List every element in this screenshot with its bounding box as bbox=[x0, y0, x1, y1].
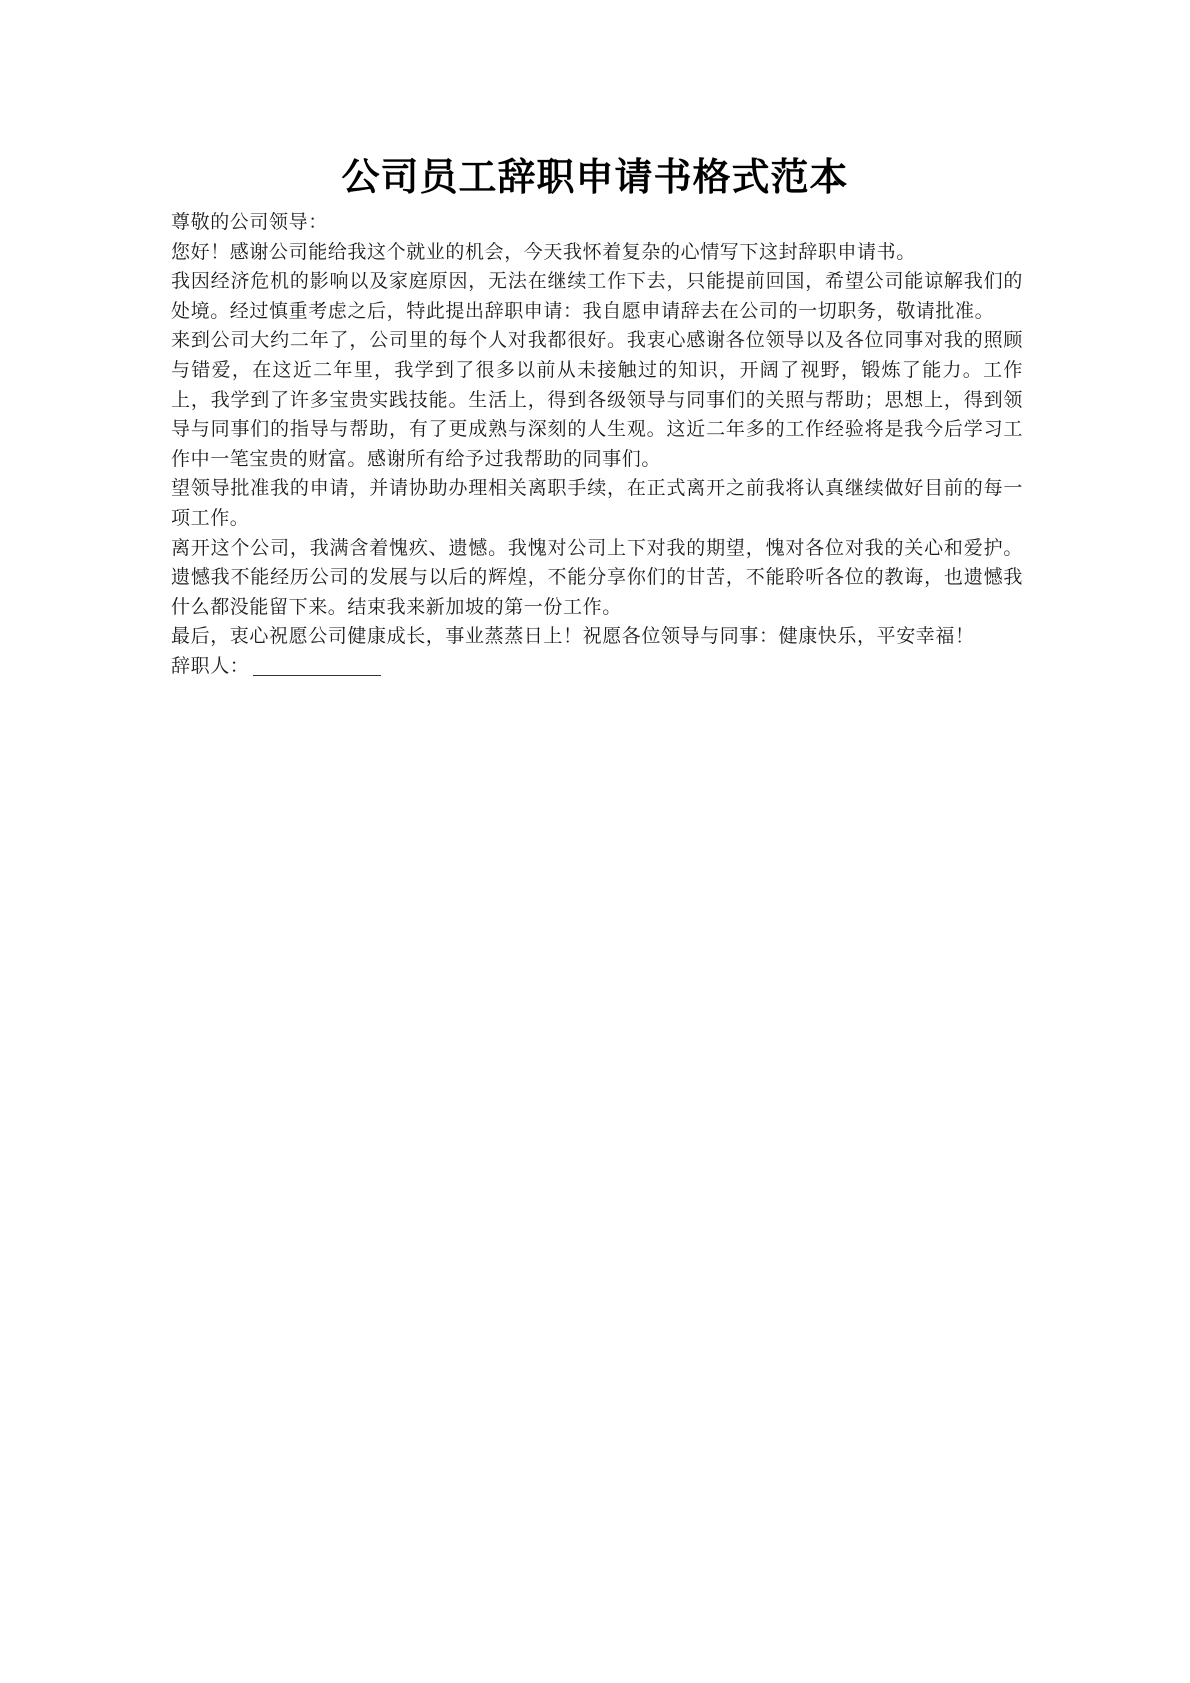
salutation: 尊敬的公司领导： bbox=[171, 211, 328, 233]
signature-row bbox=[171, 652, 1023, 682]
paragraph-closing: 最后，衷心祝愿公司健康成长，事业蒸蒸日上！祝愿各位领导与同事：健康快乐，平安幸福！ bbox=[171, 625, 975, 648]
document-title: 公司员工辞职申请书格式范本 bbox=[341, 155, 849, 199]
paragraph-greeting: 您好！感谢公司能给我这个就业的机会，今天我怀着复杂的心情写下这封辞职申请书。 bbox=[171, 240, 916, 263]
paragraph-regret: 离开这个公司，我满含着愧疚、遗憾。我愧对公司上下对我的期望，愧对各位对我的关心和爱护。遗憾我不能经历公司的发展与以后的辉煌，不能分享你们的甘苦，不能聆听各位的教诲，也遗憾我什么都没能留下来。结束我来新加坡的第一份工作。 bbox=[171, 536, 1023, 618]
paragraph-gratitude: 来到公司大约二年了，公司里的每个人对我都很好。我衷心感谢各位领导以及各位同事对我的照顾与错爱，在这近二年里，我学到了很多以前从未接触过的知识，开阔了视野，锻炼了能力。工作上，我学到了许多宝贵实践技能。生活上，得到各级领导与同事们的关照与帮助；思想上，得到领导与同事们的指导与帮助，有了更成熟与深刻的人生观。这近二年多的工作经验将是我今后学习工作中一笔宝贵的财富。感谢所有给予过我帮助的同事们。 bbox=[171, 329, 1023, 470]
document-body bbox=[171, 208, 1023, 682]
paragraph-reason: 我因经济危机的影响以及家庭原因，无法在继续工作下去，只能提前回国，希望公司能谅解我们的处境。经过慎重考虑之后，特此提出辞职申请：我自愿申请辞去在公司的一切职务，敬请批准。 bbox=[171, 270, 1023, 322]
signature-label: 辞职人： bbox=[171, 654, 250, 677]
paragraph-request: 望领导批准我的申请，并请协助办理相关离职手续，在正式离开之前我将认真继续做好目前的每一项工作。 bbox=[171, 477, 1023, 529]
signature-blank-line[interactable] bbox=[253, 655, 381, 676]
